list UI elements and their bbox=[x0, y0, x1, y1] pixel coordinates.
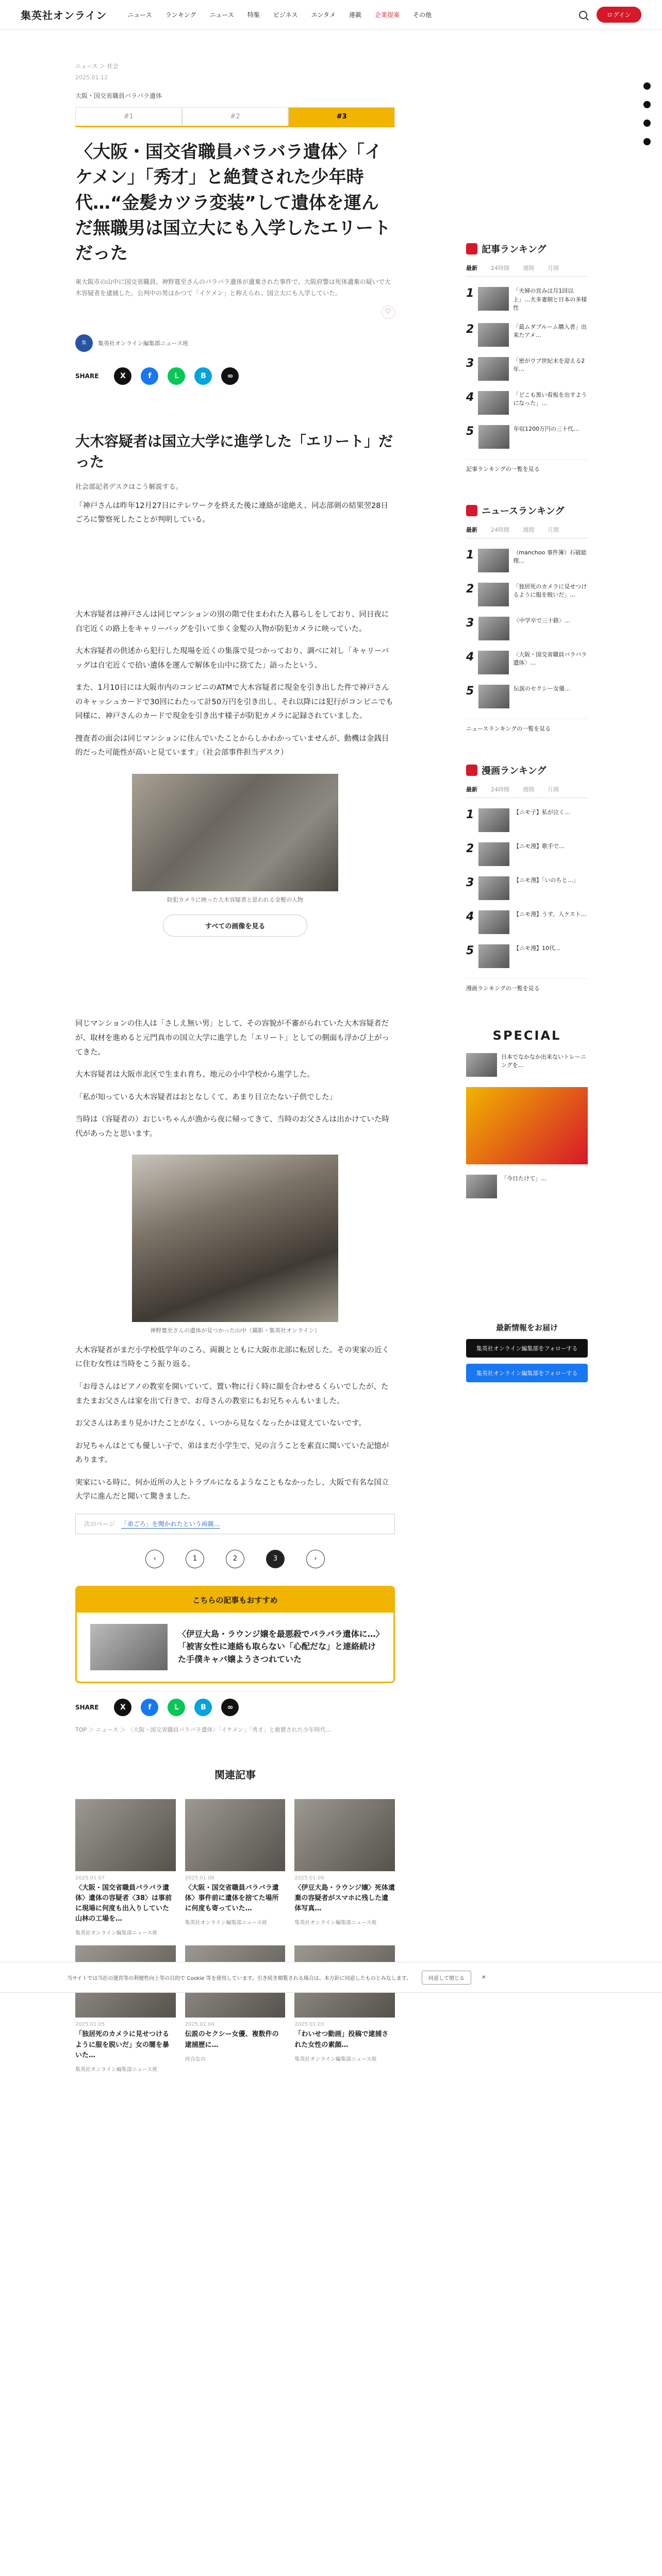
special-item-title[interactable]: 「今日たけて」… bbox=[501, 1175, 547, 1182]
follow-title: 最新情報をお届け bbox=[495, 1323, 558, 1332]
tab-month[interactable]: 月間 bbox=[548, 786, 559, 793]
ranking-item[interactable] bbox=[466, 651, 588, 674]
facebook-share-icon[interactable]: f bbox=[141, 1699, 158, 1716]
line-icon[interactable] bbox=[643, 120, 651, 127]
all-images-button[interactable]: すべての画像を見る bbox=[163, 914, 307, 937]
ranking-item[interactable] bbox=[466, 583, 588, 606]
hatena-share-icon[interactable]: B bbox=[194, 1699, 212, 1716]
rank-title[interactable]: 〈中学卒で三十路〉… bbox=[514, 617, 570, 624]
rank-number: 4 bbox=[466, 910, 474, 923]
rank-thumbnail[interactable] bbox=[478, 287, 509, 311]
card-title[interactable]: 伝説のセクシー女優、複数件の逮捕歴に… bbox=[185, 2030, 279, 2049]
card-thumbnail[interactable] bbox=[75, 1799, 176, 1871]
card-date: 2025.01.05 bbox=[75, 2022, 105, 2028]
share-label: SHARE bbox=[75, 372, 99, 380]
paragraph: 「お母さんはピアノの教室を開いていて、置い物に行く時に顔を合わせるくらいでしたが、たまたまお父さんは家を出て行きで、お母さんの教室にもお兄ちゃんもいました。 bbox=[75, 1382, 389, 1405]
callout-key: 次のページ bbox=[84, 1520, 115, 1528]
line-share-icon[interactable]: L bbox=[168, 367, 185, 385]
rank-thumbnail[interactable] bbox=[478, 583, 509, 606]
rank-number: 5 bbox=[466, 684, 474, 698]
manga-title-text: 漫画ランキング bbox=[482, 765, 547, 776]
link-copy-icon[interactable]: ∞ bbox=[221, 367, 239, 385]
rank-title[interactable]: 【ニモ漫】歌手で… bbox=[514, 842, 565, 850]
login-button[interactable]: ログイン bbox=[597, 7, 641, 23]
card-author: 集英社オンライン編集部ニュース班 bbox=[75, 1930, 158, 1937]
card-date: 2025.01.09 bbox=[294, 1875, 324, 1881]
paragraph: 「私が知っている大木容疑者はおとなしくて、あまり目立たない子供でした」 bbox=[75, 1093, 337, 1101]
nav-item[interactable]: エンタメ bbox=[311, 11, 336, 19]
heart-icon[interactable]: ♡ bbox=[382, 306, 395, 319]
special-thumbnail[interactable] bbox=[466, 1175, 497, 1198]
nav-item[interactable]: ランキング bbox=[165, 11, 196, 19]
x-icon[interactable] bbox=[643, 82, 651, 90]
rank-title[interactable]: 【ニモ子】私が泣く… bbox=[514, 808, 570, 816]
rank-number: 2 bbox=[466, 582, 474, 596]
card-author: 集英社オンライン編集部ニュース班 bbox=[185, 1920, 267, 1926]
tab-page-3[interactable]: #3 bbox=[288, 107, 395, 126]
ranking-tabs bbox=[466, 264, 588, 277]
recommended-thumbnail[interactable] bbox=[90, 1624, 168, 1670]
rank-thumbnail[interactable] bbox=[478, 876, 509, 900]
rank-number: 3 bbox=[466, 357, 474, 370]
share-bar-bottom bbox=[75, 1699, 395, 1716]
paragraph: 大木容疑者は神戸さんは同じマンションの別の階で住まわれた人暮らしをしており、同日夜に自宅近くの路上をキャリーバッグを引いて歩く金髪の人物が防犯カメラに映っていた。 bbox=[75, 610, 389, 633]
author-name[interactable]: 集英社オンライン編集部ニュース班 bbox=[98, 340, 189, 347]
next-page-callout[interactable] bbox=[75, 1514, 395, 1534]
rank-thumbnail[interactable] bbox=[478, 944, 509, 968]
site-logo[interactable]: 集英社オンライン bbox=[21, 9, 107, 22]
main-nav bbox=[127, 10, 578, 19]
rank-thumbnail[interactable] bbox=[478, 425, 509, 449]
page-breadcrumb[interactable]: TOP ＞ ニュース ＞ 〈大阪・国交省職員バラバラ遺体〉「イケメン」「秀才」と絶賛された少年時代… bbox=[75, 1726, 332, 1733]
card-title[interactable]: 「わいせつ動画」投稿で逮捕された女性の素顔… bbox=[294, 2030, 389, 2049]
card-title[interactable]: 〈大阪・国交省職員バラバラ遺体〉事件前に遺体を捨てた場所に何度も寄っていた… bbox=[185, 1884, 279, 1913]
cookie-accept-button[interactable]: 同意して閉じる bbox=[422, 1971, 471, 1985]
rank-thumbnail[interactable] bbox=[478, 910, 509, 934]
bookmark-icon[interactable] bbox=[643, 138, 651, 145]
follow-facebook-button[interactable]: 集英社オンライン編集部をフォローする bbox=[466, 1364, 588, 1382]
card-author: 集英社オンライン編集部ニュース班 bbox=[294, 2056, 377, 2062]
card-date: 2025.01.04 bbox=[185, 2022, 214, 2028]
rank-number: 1 bbox=[466, 548, 474, 562]
recommended-header: こちらの記事もおすすめ bbox=[77, 1587, 393, 1613]
page-2-button[interactable]: 2 bbox=[226, 1550, 244, 1568]
ranking-item[interactable] bbox=[466, 357, 588, 381]
floating-share-bar bbox=[643, 82, 651, 145]
share-bar bbox=[75, 367, 395, 385]
related-card[interactable] bbox=[294, 1799, 395, 1937]
follow-x-button[interactable]: 集英社オンライン編集部をフォローする bbox=[466, 1339, 588, 1358]
card-author: 河合なの bbox=[185, 2056, 206, 2062]
special-item[interactable] bbox=[466, 1053, 588, 1077]
article-photo[interactable] bbox=[132, 1155, 338, 1322]
pagination bbox=[75, 1550, 395, 1568]
rank-number: 5 bbox=[466, 425, 474, 438]
nav-item[interactable]: 企業提案 bbox=[375, 11, 400, 19]
paragraph: 実家にいる時に、何か近所の人とトラブルになるようなこともなかったし、大阪で有名な国立大学に進んだと聞いて驚きました。 bbox=[75, 1478, 389, 1501]
news-ranking-title bbox=[466, 504, 588, 517]
next-page-button[interactable]: › bbox=[306, 1550, 325, 1568]
x-share-icon[interactable]: X bbox=[114, 367, 131, 385]
rank-number: 2 bbox=[466, 842, 474, 855]
related-card[interactable] bbox=[75, 1799, 176, 1937]
tab-page-2[interactable]: #2 bbox=[182, 107, 289, 126]
author-block[interactable] bbox=[75, 334, 395, 352]
news-tabs bbox=[466, 526, 588, 538]
card-thumbnail[interactable] bbox=[185, 1799, 286, 1871]
site-header bbox=[0, 0, 662, 30]
rank-title[interactable]: 年収1200万円の三十代… bbox=[514, 425, 579, 432]
paragraph: 当時は（容疑者の）おじいちゃんが漁から夜に帰ってきて、当時のお父さんは出かけていた時代があったと思います。 bbox=[75, 1115, 389, 1138]
nav-item[interactable]: ニュース bbox=[127, 11, 152, 19]
ranking-item[interactable] bbox=[466, 876, 588, 900]
tab-24h[interactable]: 24時間 bbox=[491, 786, 509, 793]
nav-item[interactable]: 連載 bbox=[349, 11, 362, 19]
rank-thumbnail[interactable] bbox=[478, 391, 509, 415]
rank-number: 1 bbox=[466, 287, 474, 300]
cookie-text: 当サイトでは当社の運営等の利便性向上等の目的で Cookie 等を使用しています。引き続き閲覧される場合は、本方針に同意したものとみなします。 bbox=[67, 1975, 411, 1981]
page-tabs bbox=[75, 107, 395, 127]
paragraph: 社会部記者デスクはこう解説する。 bbox=[75, 483, 183, 491]
rank-title[interactable]: 「夫婦の営みは月1回以上」…夫多妻制と日本の多様性 bbox=[513, 287, 587, 311]
rank-thumbnail[interactable] bbox=[478, 549, 509, 572]
rank-title[interactable]: （manchoo 事件簿）石破総理… bbox=[513, 549, 587, 564]
rank-thumbnail[interactable] bbox=[478, 617, 509, 640]
rank-number: 2 bbox=[466, 323, 474, 336]
manga-icon bbox=[466, 765, 477, 776]
ranking-more-link[interactable]: 記事ランキングの一覧を見る bbox=[466, 459, 588, 473]
card-author: 集英社オンライン編集部ニュース班 bbox=[75, 2066, 158, 2073]
callout-link[interactable]: 「弟ごろ」を聞かれたという両親… bbox=[121, 1520, 220, 1528]
rank-thumbnail[interactable] bbox=[478, 323, 509, 347]
rank-thumbnail[interactable] bbox=[478, 685, 509, 708]
series-tag[interactable]: 大阪・国交省職員バラバラ遺体 bbox=[75, 92, 162, 99]
ranking-item[interactable] bbox=[466, 287, 588, 313]
rank-title[interactable]: 【ニモ漫】うす。人ケスト… bbox=[514, 910, 587, 918]
share-label: SHARE bbox=[75, 1703, 99, 1711]
article-date: 2025.01.12 bbox=[75, 74, 108, 81]
ranking-icon bbox=[466, 243, 477, 255]
rank-title[interactable]: 「どこも黒い看板を出すようになった」… bbox=[513, 391, 587, 406]
section-heading: 大木容疑者は国立大学に進学した「エリート」だった bbox=[75, 432, 393, 471]
nav-item[interactable]: ニュース bbox=[209, 11, 234, 19]
ranking-item[interactable] bbox=[466, 549, 588, 572]
rank-thumbnail[interactable] bbox=[478, 357, 509, 381]
close-icon[interactable]: ✕ bbox=[482, 1974, 486, 1980]
search-icon[interactable] bbox=[579, 11, 587, 19]
ranking-title-text: 記事ランキング bbox=[482, 244, 547, 255]
rank-title[interactable]: 〈大阪・国交省職員バラバラ遺体〉… bbox=[513, 651, 587, 666]
paragraph: 大木容疑者がまだ小学校低学年のころ、両親とともに大阪市北部に転居した。その実家の近くに住む女性は当時をこう振り返る。 bbox=[75, 1346, 389, 1369]
line-share-icon[interactable]: L bbox=[168, 1699, 185, 1716]
manga-ranking-title bbox=[466, 764, 588, 777]
tab-month[interactable]: 月間 bbox=[548, 526, 559, 533]
avatar: 集 bbox=[75, 334, 93, 352]
rank-title[interactable]: 「密がウブ世紀末を迎える2年… bbox=[513, 357, 585, 372]
card-date: 2025.01.07 bbox=[75, 1875, 105, 1881]
prev-page-button[interactable]: ‹ bbox=[145, 1550, 164, 1568]
paragraph: 大木容疑者の供述から犯行した現場を近くの集落で見つかっており、調べに対し「キャリーバッグは自宅近くで拾い遺体を運んで解体を山中に捨てた」語ったという。 bbox=[75, 647, 389, 670]
special-banner[interactable] bbox=[466, 1087, 588, 1164]
tab-week[interactable]: 週間 bbox=[523, 265, 534, 272]
tab-week[interactable]: 週間 bbox=[523, 526, 534, 533]
ranking-item[interactable] bbox=[466, 391, 588, 415]
tab-month[interactable]: 月間 bbox=[548, 265, 559, 272]
related-title: 関連記事 bbox=[214, 1768, 256, 1781]
tab-week[interactable]: 週間 bbox=[523, 786, 534, 793]
rank-number: 3 bbox=[466, 616, 474, 630]
nav-item[interactable]: 特集 bbox=[247, 11, 260, 19]
paragraph: 「神戸さんは昨年12月27日にテレワークを終えた後に連絡が途絶え、同志部剣の結果翌28日ごろに警察死したことが判明している。 bbox=[75, 501, 388, 524]
ranking-item[interactable] bbox=[466, 617, 588, 640]
manga-more-link[interactable]: 漫画ランキングの一覧を見る bbox=[466, 978, 588, 992]
facebook-icon[interactable] bbox=[643, 101, 651, 108]
article-photo[interactable] bbox=[132, 774, 338, 891]
rank-title[interactable]: 「独居死のカメラに見せつけるように服を脱いだ」… bbox=[513, 583, 587, 598]
article-main bbox=[75, 62, 395, 2073]
special-item[interactable] bbox=[466, 1175, 588, 1198]
paragraph: また、1月10日には大阪市内のコンビニのATMで大木容疑者に現金を引き出した件で神戸さんのキャッシュカードで30回にわたって計50万円を引き出し、それ以降には犯行がコンビニでも同様に、神戸さんのカードで現金を引き出す様子が防犯カメラに記録されていました。 bbox=[75, 684, 393, 721]
ranking-item[interactable] bbox=[466, 944, 588, 968]
card-title[interactable]: 〈大阪・国交省職員バラバラ遺体〉遺体の容疑者〈38〉は事前に現場に何度も出入りしていた山林の工場を… bbox=[75, 1884, 172, 1923]
photo-caption: 神野寛至さんの遺体が見つかった山中（撮影・集英社オンライン） bbox=[150, 1327, 320, 1334]
rank-thumbnail[interactable] bbox=[478, 651, 509, 674]
facebook-share-icon[interactable]: f bbox=[141, 367, 158, 385]
card-thumbnail[interactable] bbox=[294, 1799, 395, 1871]
rank-title[interactable]: 【ニモ漫】10代… bbox=[514, 944, 560, 952]
manga-tabs bbox=[466, 785, 588, 798]
recommended-title[interactable]: 〈伊豆大島・ラウンジ嬢を最悪殺でバラバラ遺体に…〉「被害女性に連絡も取らない「心配だな」と連絡続けた手僕キャバ嬢ようさつれていた bbox=[178, 1629, 380, 1665]
special-thumbnail[interactable] bbox=[466, 1053, 497, 1077]
related-grid bbox=[75, 1799, 395, 2073]
ranking-item[interactable] bbox=[466, 425, 588, 449]
rank-thumbnail[interactable] bbox=[478, 842, 509, 866]
page-3-button[interactable]: 3 bbox=[266, 1550, 285, 1568]
link-copy-icon[interactable]: ∞ bbox=[221, 1699, 239, 1716]
paragraph: 大木容疑者は大阪市北区で生まれ育ち、地元の小中学校から進学した。 bbox=[75, 1071, 315, 1079]
card-date: 2025.01.08 bbox=[185, 1875, 214, 1881]
ad-space bbox=[75, 937, 395, 1009]
rank-thumbnail[interactable] bbox=[478, 808, 509, 832]
recommended-body bbox=[77, 1613, 393, 1682]
x-share-icon[interactable]: X bbox=[114, 1699, 131, 1716]
nav-item[interactable]: ビジネス bbox=[273, 11, 298, 19]
card-author: 集英社オンライン編集部ニュース班 bbox=[294, 1920, 377, 1926]
cookie-banner bbox=[0, 1962, 662, 1993]
photo-caption: 防犯カメラに映った大木容疑者と思われる金髪の人物 bbox=[167, 896, 303, 903]
rank-number: 4 bbox=[466, 391, 474, 404]
ranking-item[interactable] bbox=[466, 323, 588, 347]
tab-latest[interactable]: 最新 bbox=[466, 786, 477, 793]
ranking-item[interactable] bbox=[466, 910, 588, 934]
rank-title[interactable]: 【ニモ漫】「いのちと…」 bbox=[514, 876, 579, 884]
hatena-share-icon[interactable]: B bbox=[194, 367, 212, 385]
tab-page-1[interactable]: #1 bbox=[75, 107, 182, 126]
tab-24h[interactable]: 24時間 bbox=[491, 526, 509, 533]
paragraph: 捜査者の面会は同じマンションに住んでいたことからしかわかっていませんが、動機は金銭目的だった可能性が高いと見ています」（社会部事件担当デスク） bbox=[75, 734, 389, 757]
paragraph: お兄ちゃんはとても優しい子で、弟はまだ小学生で、兄の言うことを素直に聞いていた記憶があります。 bbox=[75, 1442, 389, 1465]
rank-number: 1 bbox=[466, 808, 474, 821]
rank-number: 5 bbox=[466, 944, 474, 957]
ad-space bbox=[75, 528, 395, 600]
ranking-title bbox=[466, 242, 588, 256]
tab-latest[interactable]: 最新 bbox=[466, 265, 477, 272]
article-lead: 東大阪市の山中に国交省職員、神野寛至さんのバラバラ遺体が遺棄された事件で、大阪府警は死体遺棄の疑いで大木容疑者を逮捕した。公判中の男はかつて「イケメン」と称えられ、国立大にも入学していた。 bbox=[75, 278, 391, 297]
tab-24h[interactable]: 24時間 bbox=[491, 265, 509, 272]
rank-title[interactable]: 「最ムダブルーム購入者」出来たアメ… bbox=[513, 323, 587, 338]
related-card[interactable] bbox=[185, 1799, 286, 1937]
ranking-item[interactable] bbox=[466, 808, 588, 832]
paragraph: 同じマンションの住人は「さしえ無い男」として、その容貌が不審がられていた大木容疑者だが、取材を進めると元門真市の国立大学に進学した「エリート」としての側面も浮かび上がってきた。 bbox=[75, 1020, 389, 1057]
news-more-link[interactable]: ニュースランキングの一覧を見る bbox=[466, 719, 588, 733]
rank-title[interactable]: 伝説のセクシー女優… bbox=[514, 685, 570, 692]
recommended-box[interactable] bbox=[75, 1586, 395, 1683]
tab-latest[interactable]: 最新 bbox=[466, 526, 477, 533]
breadcrumb[interactable]: ニュース ＞ 社会 bbox=[75, 63, 119, 70]
special-item-title[interactable]: 日本でなかなか出来ないトレーニングを… bbox=[501, 1053, 586, 1069]
article-title: 〈大阪・国交省職員バラバラ遺体〉「イケメン」「秀才」と絶賛された少年時代…“金髪カツラ変装”して遺体を運んだ無職男は国立大にも入学したエリートだった bbox=[75, 142, 391, 264]
news-title-text: ニュースランキング bbox=[482, 505, 565, 517]
special-title: SPECIAL bbox=[492, 1028, 561, 1043]
page-1-button[interactable]: 1 bbox=[186, 1550, 204, 1568]
rank-number: 4 bbox=[466, 650, 474, 664]
ranking-item[interactable] bbox=[466, 685, 588, 708]
news-icon bbox=[466, 505, 477, 516]
card-date: 2025.01.03 bbox=[294, 2022, 324, 2028]
sidebar bbox=[466, 242, 588, 1382]
rank-number: 3 bbox=[466, 876, 474, 889]
card-title[interactable]: 〈伊豆大島・ラウンジ嬢〉死体遺棄の容疑者がスマホに残した遺体写真… bbox=[294, 1884, 395, 1913]
paragraph: お父さんはあまり見かけたことがなく、いつから見なくなったかは覚えていないです。 bbox=[75, 1419, 367, 1428]
card-title[interactable]: 「独居死のカメラに見せつけるように服を脱いだ」女の闇を暴いた… bbox=[75, 2030, 170, 2059]
ranking-item[interactable] bbox=[466, 842, 588, 866]
nav-item[interactable]: その他 bbox=[413, 11, 432, 19]
